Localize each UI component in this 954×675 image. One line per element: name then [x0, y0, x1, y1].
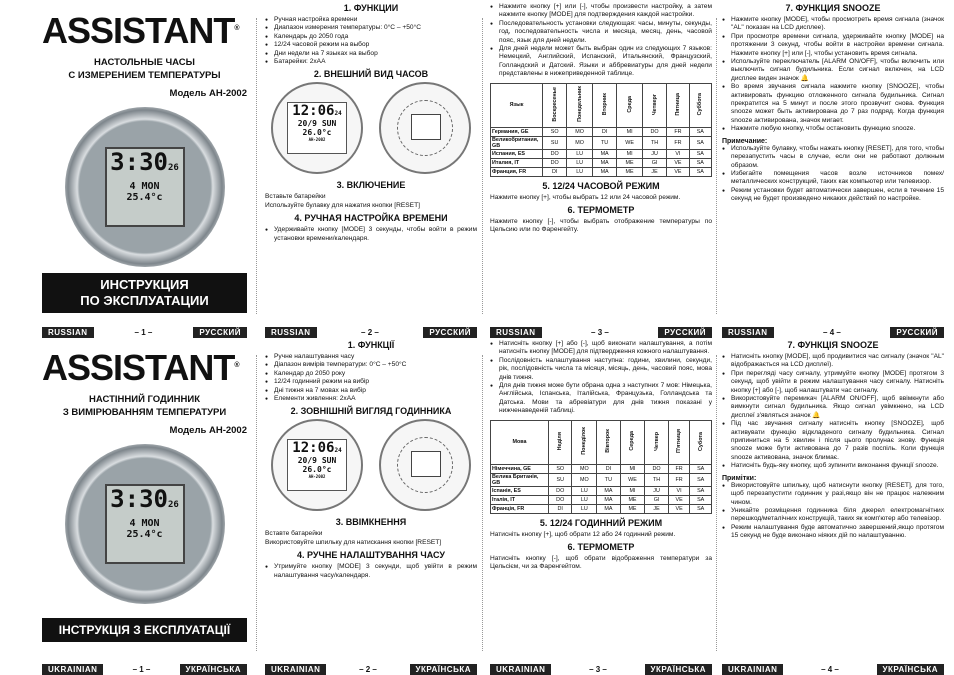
section-heading: 3. ВВІМКНЕННЯ — [335, 517, 407, 528]
section-heading: 2. ЗОВНІШНІЙ ВИГЛЯД ГОДИННИКА — [290, 406, 452, 417]
section-heading: 2. ВНЕШНИЙ ВИД ЧАСОВ — [313, 69, 429, 80]
section-heading: 5. 12/24 ЧАСОВОЙ РЕЖИМ — [542, 180, 660, 191]
ua-page-3: ● Натисніть кнопку [+] або [-], щоб виконати налаштування, а потім натисніть кнопку [MODE] для підтвердження кожного налаштування. ● Послідовність налаштування наступна: години, хвилини, секунди, рік, послідовність числа та місяця, місяць, день, часовий пояс, мова днів тижня. ● Для днів тижня може бути обрана одна з наступних 7 мов: Німецька, Англійська, Іспанська, Італійська, Французька, Голландська та Датська. Мови та абревіатури для днів тижня показані у нижченаведеній таблиці. Мова Неділя Понеділок Вівторок Середа Четвер П'ятниця Субота Німеччина, GE SO MO DI MI DO FR SA Велика Британія, GB SU MO TU WE TH FR SA Іспанія, ES DO LU MA MI JU VI SA Італія, IT DO LU MA ME GI VE SA Франція, FR DI LU MA ME JE VE SA 5. 12/24 ГОДИННИЙ РЕЖИМ Натисніть кнопку [+], щоб обрати 12 або 24 годинний режим. 6. ТЕРМОМЕТР Натисніть кнопку [-], щоб обрати відображення температури за Цельсієм, чи за Фаренгейтом. — [490, 337, 712, 663]
model-label: Модель АН-2002 — [169, 425, 247, 436]
clock-lcd: 3:3026 4 MON 25.4°c — [105, 147, 185, 227]
clock-photo — [65, 107, 225, 267]
brand-logo: ASSISTANT® — [42, 10, 239, 51]
weekday-table: Мова Неділя Понеділок Вівторок Середа Четвер П'ятниця Субота Німеччина, GE SO MO DI MI DO FR SA Велика Британія, GB SU MO TU WE TH FR SA Іспанія, ES DO LU MA MI JU VI SA Італія, IT DO LU MA ME GI VE SA Франція, FR DI LU MA ME JE VE SA — [490, 420, 712, 514]
table-row: Франция, FR DI LU MA ME JE VE SA — [491, 167, 712, 176]
section-heading: 3. ВКЛЮЧЕНИЕ — [336, 180, 406, 191]
ua-footer-2: UKRAINIAN – 2 – УКРАЇНСЬКА — [265, 663, 477, 675]
ua-footer-3: UKRAINIAN – 3 – УКРАЇНСЬКА — [490, 663, 712, 675]
weekday-table: Язык Воскресенье Понедельник Вторник Среда Четверг Пятница Суббота Германия, GE SO MO DI MI DO FR SA Великобритания, GB SU MO TU WE TH FR SA Испания, ES DO LU MA MI JU VI SA Италия, IT DO LU MA ME GI VE SA Франция, FR DI LU MA ME JE VE SA — [490, 83, 712, 177]
snooze-list: ● Нажмите кнопку [MODE], чтобы просмотреть время сигнала (значок "AL" показан на LCD дисплее). ● При просмотре времени сигнала, удерживайте кнопку [MODE] на протяжении 3 секунд, чтобы войти в настройки времени сигнала. Нажмите кнопку [+] или [-], чтобы установить время сигнала. ● Используйте переключатель [ALARM ON/OFF], чтобы включить или выключить сигнал будильника. Если сигнал включен, на LCD дисплее виден значок 🔔 ● Во время звучания сигнала нажмите кнопку [SNOOZE], чтобы активировать функцию отложенного сигнала будильника. Сигнал прекратится на 5 минут и после этого прозвучит снова. Функция snooze может быть активирована до 7 раз подряд. Когда функция snooze активирована, значок мигает. ● Нажмите любую кнопку, чтобы остановить функцию snooze. — [722, 16, 944, 134]
alarm-bell-icon: 🔔 — [800, 74, 809, 82]
clock-views — [271, 82, 471, 174]
clock-views — [271, 419, 471, 511]
table-row: Италия, IT DO LU MA ME GI VE SA — [491, 158, 712, 167]
section-heading: 4. РУЧНЕ НАЛАШТУВАННЯ ЧАСУ — [297, 550, 445, 561]
setup-list: ● Натисніть кнопку [+] або [-], щоб виконати налаштування, а потім натисніть кнопку [MODE] для підтвердження кожного налаштування. ● Послідовність налаштування наступна: години, хвилини, секунди, рік, послідовність числа та місяця, місяць, день, часовий пояс, мова днів тижня. ● Для днів тижня може бути обрана одна з наступних 7 мов: Німецька, Англійська, Іспанська, Італійська, Французька, Голландська та Датська. Мови та абревіатури для днів тижня показані у нижченаведеній таблиці. — [490, 340, 712, 416]
section-heading: 7. ФУНКЦИЯ SNOOZE — [785, 3, 881, 13]
manual-banner: ИНСТРУКЦИЯ ПО ЭКСПЛУАТАЦИИ — [42, 273, 247, 313]
note-heading: Примітки: — [722, 474, 757, 482]
ua-page-4 — [722, 337, 944, 663]
functions-list: ● Ручная настройка времени ● Диапазон измерения температуры: 0°C – +50°C ● Календарь до 2050 года ● 12/24 часовой режим на выбор ● Дни недели на 7 языках на выбор ● Батарейки: 2хАА — [265, 16, 477, 66]
table-row: Германия, GE SO MO DI MI DO FR SA — [491, 127, 712, 136]
ru-page-1 — [42, 0, 247, 326]
section-heading: 6. ТЕРМОМЕТР — [567, 205, 635, 216]
ru-footer-1: RUSSIAN – 1 – РУССКИЙ — [42, 326, 247, 338]
table-row: Велика Британія, GB SU MO TU WE TH FR SA — [491, 473, 712, 486]
sheet-ukrainian — [0, 337, 954, 675]
ru-page-3: ● Нажмите кнопку [+] или [-], чтобы произвести настройку, а затем нажмите кнопку [MODE] для подтверждения каждой настройки. ● Последовательность установки следующая: часы, минуты, секунды, год, последовательность числа и месяца, месяц, день, часовой пояс, язык для дней недели. ● Для дней недели может быть выбран один из следующих 7 языков: Немецкий, Английский, Испанский, Итальянский, Французский, Голландский и Датский. Языки и аббревиатуры для дней недели представлены в нижеприведенной таблице. Язык Воскресенье Понедельник Вторник Среда Четверг Пятница Суббота Германия, GE SO MO DI MI DO FR SA Великобритания, GB SU MO TU WE TH FR SA Испания, ES DO LU MA MI JU VI SA Италия, IT DO LU MA ME GI VE SA Франция, FR DI LU MA ME JE VE SA 5. 12/24 ЧАСОВОЙ РЕЖИМ Нажмите кнопку [+], чтобы выбрать 12 или 24 часовой режим. 6. ТЕРМОМЕТР Нажмите кнопку [-], чтобы выбрать отображение температуры по Цельсию или по Фаренгейту. — [490, 0, 712, 326]
section-heading: 4. РУЧНАЯ НАСТРОЙКА ВРЕМЕНИ — [294, 213, 448, 224]
clock-photo — [65, 444, 225, 604]
ua-page-1 — [42, 337, 247, 663]
table-row: Німеччина, GE SO MO DI MI DO FR SA — [491, 464, 712, 473]
notes-list: ● Используйте булавку, чтобы нажать кнопку [RESET], для того, чтобы перезапустить часы в случае, если они не работают должным образом. ● Избегайте помещения часов возле источников помех/ металлических конструкций, таких как компьютер или телевизор. ● Режим установки будет автоматически завершен, если в течение 15 секунд не будет произведено никаких действий по настройке. — [722, 145, 944, 204]
brand-logo: ASSISTANT® — [42, 347, 239, 388]
ua-footer-4: UKRAINIAN – 4 – УКРАЇНСЬКА — [722, 663, 944, 675]
clock-lcd: 3:3026 4 MON 25.4°c — [105, 484, 185, 564]
clock-back-drawing — [379, 419, 471, 511]
alarm-bell-icon: 🔔 — [812, 411, 821, 419]
table-row: Франція, FR DI LU MA ME JE VE SA — [491, 504, 712, 513]
snooze-list: ● Натисніть кнопку [MODE], щоб продивитися час сигналу (значок "AL" відображається на LCD дисплеї). ● При перегляді часу сигналу, утримуйте кнопку [MODE] протягом 3 секунд, щоб увійти в режим налаштування часу сигналу. Натисніть кнопку [+] або [-], щоб налаштувати час сигналу. ● Використовуйте перемикач [ALARM ON/OFF], щоб ввімкнути або вимкнути сигнал будильника. Якщо сигнал увімкнено, на LCD дисплеї з'являться значок 🔔 ● Під час звучання сигналу натисніть кнопку [SNOOZE], щоб активувати функцію відкладеного сигналу будильника. Сигнал припиниться на 5 хвилин і після цього пролунає знову. Функція snooze може бути активована до 7 разів поспіль. Коли функція snooze активована, значок блимає. ● Натисніть будь-яку кнопку, щоб зупинити виконання функції snooze. — [722, 353, 944, 471]
clock-back-drawing — [379, 82, 471, 174]
section-heading: 7. ФУНКЦІЯ SNOOZE — [787, 340, 879, 350]
section-heading: 1. ФУНКЦІЇ — [347, 340, 395, 350]
ru-footer-2: RUSSIAN – 2 – РУССКИЙ — [265, 326, 477, 338]
table-row: Італія, IT DO LU MA ME GI VE SA — [491, 495, 712, 504]
notes-list: ● Використовуйте шпильку, щоб натиснути кнопку [RESET], для того, щоб перезапустити годинник у разі,якщо він не працює належним чином. ● Уникайте розміщення годинника біля джерел електромагнітних перешкод/металічних конструкцій, таких як комп'ютер або телевізор. ● Режим налаштування буде автоматично завершений,якщо протягом 15 секунд не буде виконано ніяких дій по налаштуванню. — [722, 482, 944, 541]
note-heading: Примечание: — [722, 137, 768, 145]
ua-footer-1: UKRAINIAN – 1 – УКРАЇНСЬКА — [42, 663, 247, 675]
table-row: Великобритания, GB SU MO TU WE TH FR SA — [491, 136, 712, 149]
product-title: НАСТОЛЬНЫЕ ЧАСЫ С ИЗМЕРЕНИЕМ ТЕМПЕРАТУРЫ — [68, 57, 221, 81]
ru-footer-3: RUSSIAN – 3 – РУССКИЙ — [490, 326, 712, 338]
clock-front-drawing: 12:0624 20/9 SUN 26.0°c AH-2002 — [271, 419, 363, 511]
ru-page-4 — [722, 0, 944, 326]
ru-page-2: 1. ФУНКЦИИ ● Ручная настройка времени ● Диапазон измерения температуры: 0°C – +50°C ● Календарь до 2050 года ● 12/24 часовой режим на выбор ● Дни недели на 7 языках на выбор ● Батарейки: 2хАА 2. ВНЕШНИЙ ВИД ЧАСОВ 12:0624 20/9 SUN 26.0°c AH-2002 3. ВКЛЮЧЕНИЕ Вставьте батарейки Используйте булавку для нажатия кнопки [RESET] 4. РУЧНАЯ НАСТРОЙКА ВРЕМЕНИ ● Удерживайте кнопку [MODE] 3 секунды, чтобы войти в режим установки времени/календаря. — [265, 0, 477, 326]
functions-list: ● Ручне налаштування часу ● Діапазон вимірів температури: 0°C – +50°C ● Календар до 2050 року ● 12/24 годинний режим на вибір ● Дні тижня на 7 мовах на вибір ● Елементи живлення: 2хАА — [265, 353, 477, 403]
model-label: Модель АН-2002 — [169, 88, 247, 99]
setup-list: ● Нажмите кнопку [+] или [-], чтобы произвести настройку, а затем нажмите кнопку [MODE] для подтверждения каждой настройки. ● Последовательность установки следующая: часы, минуты, секунды, год, последовательность числа и месяца, месяц, день, часовой пояс, язык для дней недели. ● Для дней недели может быть выбран один из следующих 7 языков: Немецкий, Английский, Испанский, Итальянский, Французский, Голландский и Датский. Языки и аббревиатуры для дней недели представлены в нижеприведенной таблице. — [490, 3, 712, 79]
table-row: Іспанія, ES DO LU MA MI JU VI SA — [491, 486, 712, 495]
table-row: Испания, ES DO LU MA MI JU VI SA — [491, 149, 712, 158]
ru-footer-4: RUSSIAN – 4 – РУССКИЙ — [722, 326, 944, 338]
section-heading: 6. ТЕРМОМЕТР — [567, 542, 635, 553]
manual-banner: ІНСТРУКЦІЯ З ЕКСПЛУАТАЦІЇ — [42, 618, 247, 642]
product-title: НАСТІННИЙ ГОДИННИК З ВИМІРЮВАННЯМ ТЕМПЕРАТУРИ — [62, 394, 227, 418]
section-heading: 5. 12/24 ГОДИННИЙ РЕЖИМ — [539, 517, 663, 528]
section-heading: 1. ФУНКЦИИ — [343, 3, 399, 13]
clock-front-drawing: 12:0624 20/9 SUN 26.0°c AH-2002 — [271, 82, 363, 174]
ua-page-2: 1. ФУНКЦІЇ ● Ручне налаштування часу ● Діапазон вимірів температури: 0°C – +50°C ● Календар до 2050 року ● 12/24 годинний режим на вибір ● Дні тижня на 7 мовах на вибір ● Елементи живлення: 2хАА 2. ЗОВНІШНІЙ ВИГЛЯД ГОДИННИКА 12:0624 20/9 SUN 26.0°c AH-2002 3. ВВІМКНЕННЯ Вставте батарейки Використовуйте шпильку для натискання кнопки [RESET] 4. РУЧНЕ НАЛАШТУВАННЯ ЧАСУ ● Утримуйте кнопку [MODE] 3 секунди, щоб увійти в режим налаштування часу/календаря. — [265, 337, 477, 663]
